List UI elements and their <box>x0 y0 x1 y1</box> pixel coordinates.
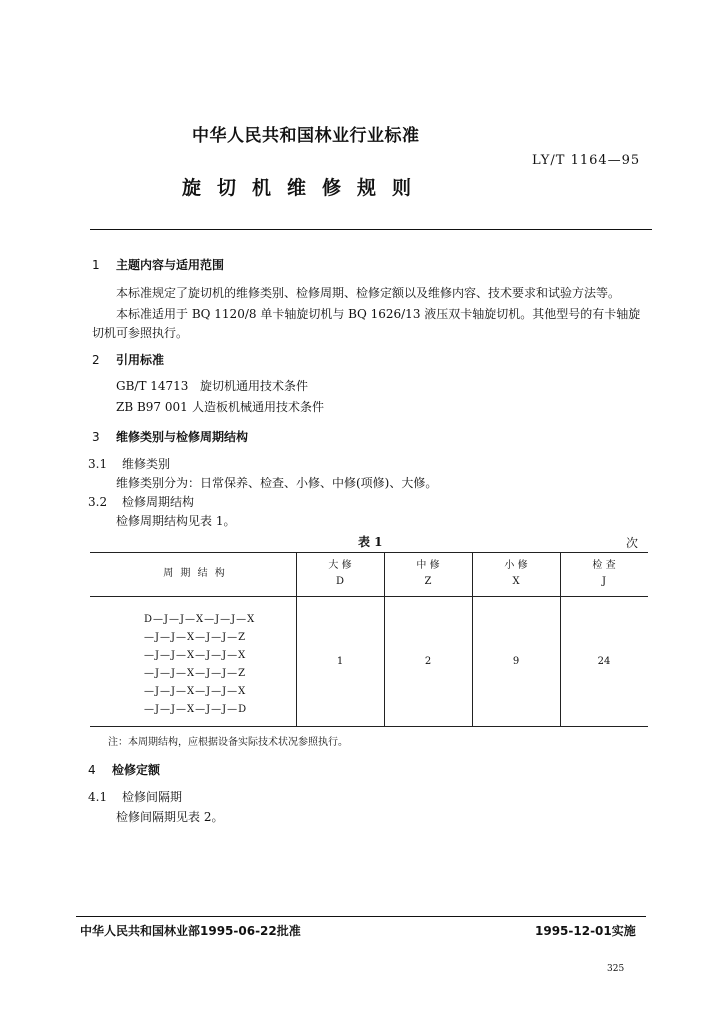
section-3-1-text: 维修类别分为：日常保养、检查、小修、中修(项修)、大修。 <box>116 476 438 490</box>
period-line: D—J—J—X—J—J—X <box>144 614 256 625</box>
period-line: —J—J—X—J—J—Z <box>144 632 247 643</box>
table-header-code: X <box>512 576 520 587</box>
table-header-label: 小 修 <box>504 560 528 571</box>
section-2-heading <box>92 351 164 368</box>
section-4-1-number: 4.1 <box>88 790 108 804</box>
standard-title: 中华人民共和国林业行业标准 <box>192 126 420 146</box>
section-3-1-heading <box>88 455 170 472</box>
section-1-para-2b: 切机可参照执行。 <box>92 326 189 340</box>
section-1-para-1: 本标准规定了旋切机的维修类别、检修周期、检修定额以及维修内容、技术要求和试验方法等。 <box>116 286 621 300</box>
period-line: —J—J—X—J—J—X <box>144 686 247 697</box>
section-3-heading <box>92 428 248 445</box>
table-header-code: D <box>335 576 345 587</box>
effective-date: 1995-12-01实施 <box>535 924 636 938</box>
table-header-code: Z <box>424 576 432 587</box>
section-2-number: 2 <box>92 353 100 367</box>
table-bottom-rule <box>90 726 648 727</box>
section-4-1-text: 检修间隔期见表 2。 <box>116 810 224 824</box>
table-header-inspection <box>560 558 648 590</box>
section-3-2-title: 检修周期结构 <box>122 495 195 509</box>
section-3-2-text: 检修周期结构见表 1。 <box>116 514 236 528</box>
section-1-title: 主题内容与适用范围 <box>116 258 225 272</box>
reference-code: GB/T 14713 <box>116 379 189 393</box>
footer-rule <box>76 916 646 917</box>
table-header-label: 检 查 <box>592 560 616 571</box>
section-4-heading <box>88 761 160 778</box>
value-overhaul: 1 <box>336 656 344 667</box>
table-header-medium-repair <box>384 558 472 590</box>
reference-code: ZB B97 001 <box>116 400 188 414</box>
table-unit: 次 <box>626 536 639 550</box>
value-minor-repair: 9 <box>512 656 520 667</box>
table-header-overhaul <box>296 558 384 590</box>
section-1-para-2a: 本标准适用于 BQ 1120/8 单卡轴旋切机与 BQ 1626/13 液压双卡轴旋切机。其他型号的有卡轴旋 <box>116 307 641 321</box>
reference-item <box>116 398 324 415</box>
section-3-number: 3 <box>92 430 100 444</box>
value-inspection: 24 <box>597 656 611 667</box>
table-header-label: 中 修 <box>416 560 440 571</box>
section-3-title: 维修类别与检修周期结构 <box>116 430 249 444</box>
period-structure <box>144 611 264 719</box>
table-header-code: J <box>601 576 606 587</box>
section-3-2-heading <box>88 493 194 510</box>
standard-code: LY/T 1164—95 <box>532 153 641 168</box>
table-header-label: 大 修 <box>328 560 352 571</box>
section-4-1-heading <box>88 788 182 805</box>
document-title: 旋切机维修规则 <box>182 177 428 199</box>
section-3-1-number: 3.1 <box>88 457 108 471</box>
period-line: —J—J—X—J—J—D <box>144 704 248 715</box>
section-4-number: 4 <box>88 763 96 777</box>
page-number: 325 <box>607 964 625 974</box>
section-3-2-number: 3.2 <box>88 495 108 509</box>
section-1-number: 1 <box>92 258 100 272</box>
header-rule <box>90 229 652 230</box>
section-2-title: 引用标准 <box>116 353 165 367</box>
table-header-minor-repair <box>472 558 560 590</box>
period-line: —J—J—X—J—J—X <box>144 650 247 661</box>
reference-title: 旋切机通用技术条件 <box>200 379 309 393</box>
approval-line: 中华人民共和国林业部1995-06-22批准 <box>80 924 301 938</box>
section-4-title: 检修定额 <box>112 763 161 777</box>
reference-title: 人造板机械通用技术条件 <box>192 400 325 414</box>
table-caption: 表 1 <box>358 535 383 549</box>
section-1-heading <box>92 256 224 273</box>
table-note: 注：本周期结构，应根据设备实际技术状况参照执行。 <box>108 737 348 748</box>
reference-item <box>116 377 308 394</box>
section-3-1-title: 维修类别 <box>122 457 171 471</box>
value-medium-repair: 2 <box>424 656 432 667</box>
table-header-rule <box>90 596 648 597</box>
section-4-1-title: 检修间隔期 <box>122 790 183 804</box>
table-header-period: 周 期 结 构 <box>163 568 227 579</box>
table-top-rule <box>90 552 648 553</box>
period-line: —J—J—X—J—J—Z <box>144 668 247 679</box>
